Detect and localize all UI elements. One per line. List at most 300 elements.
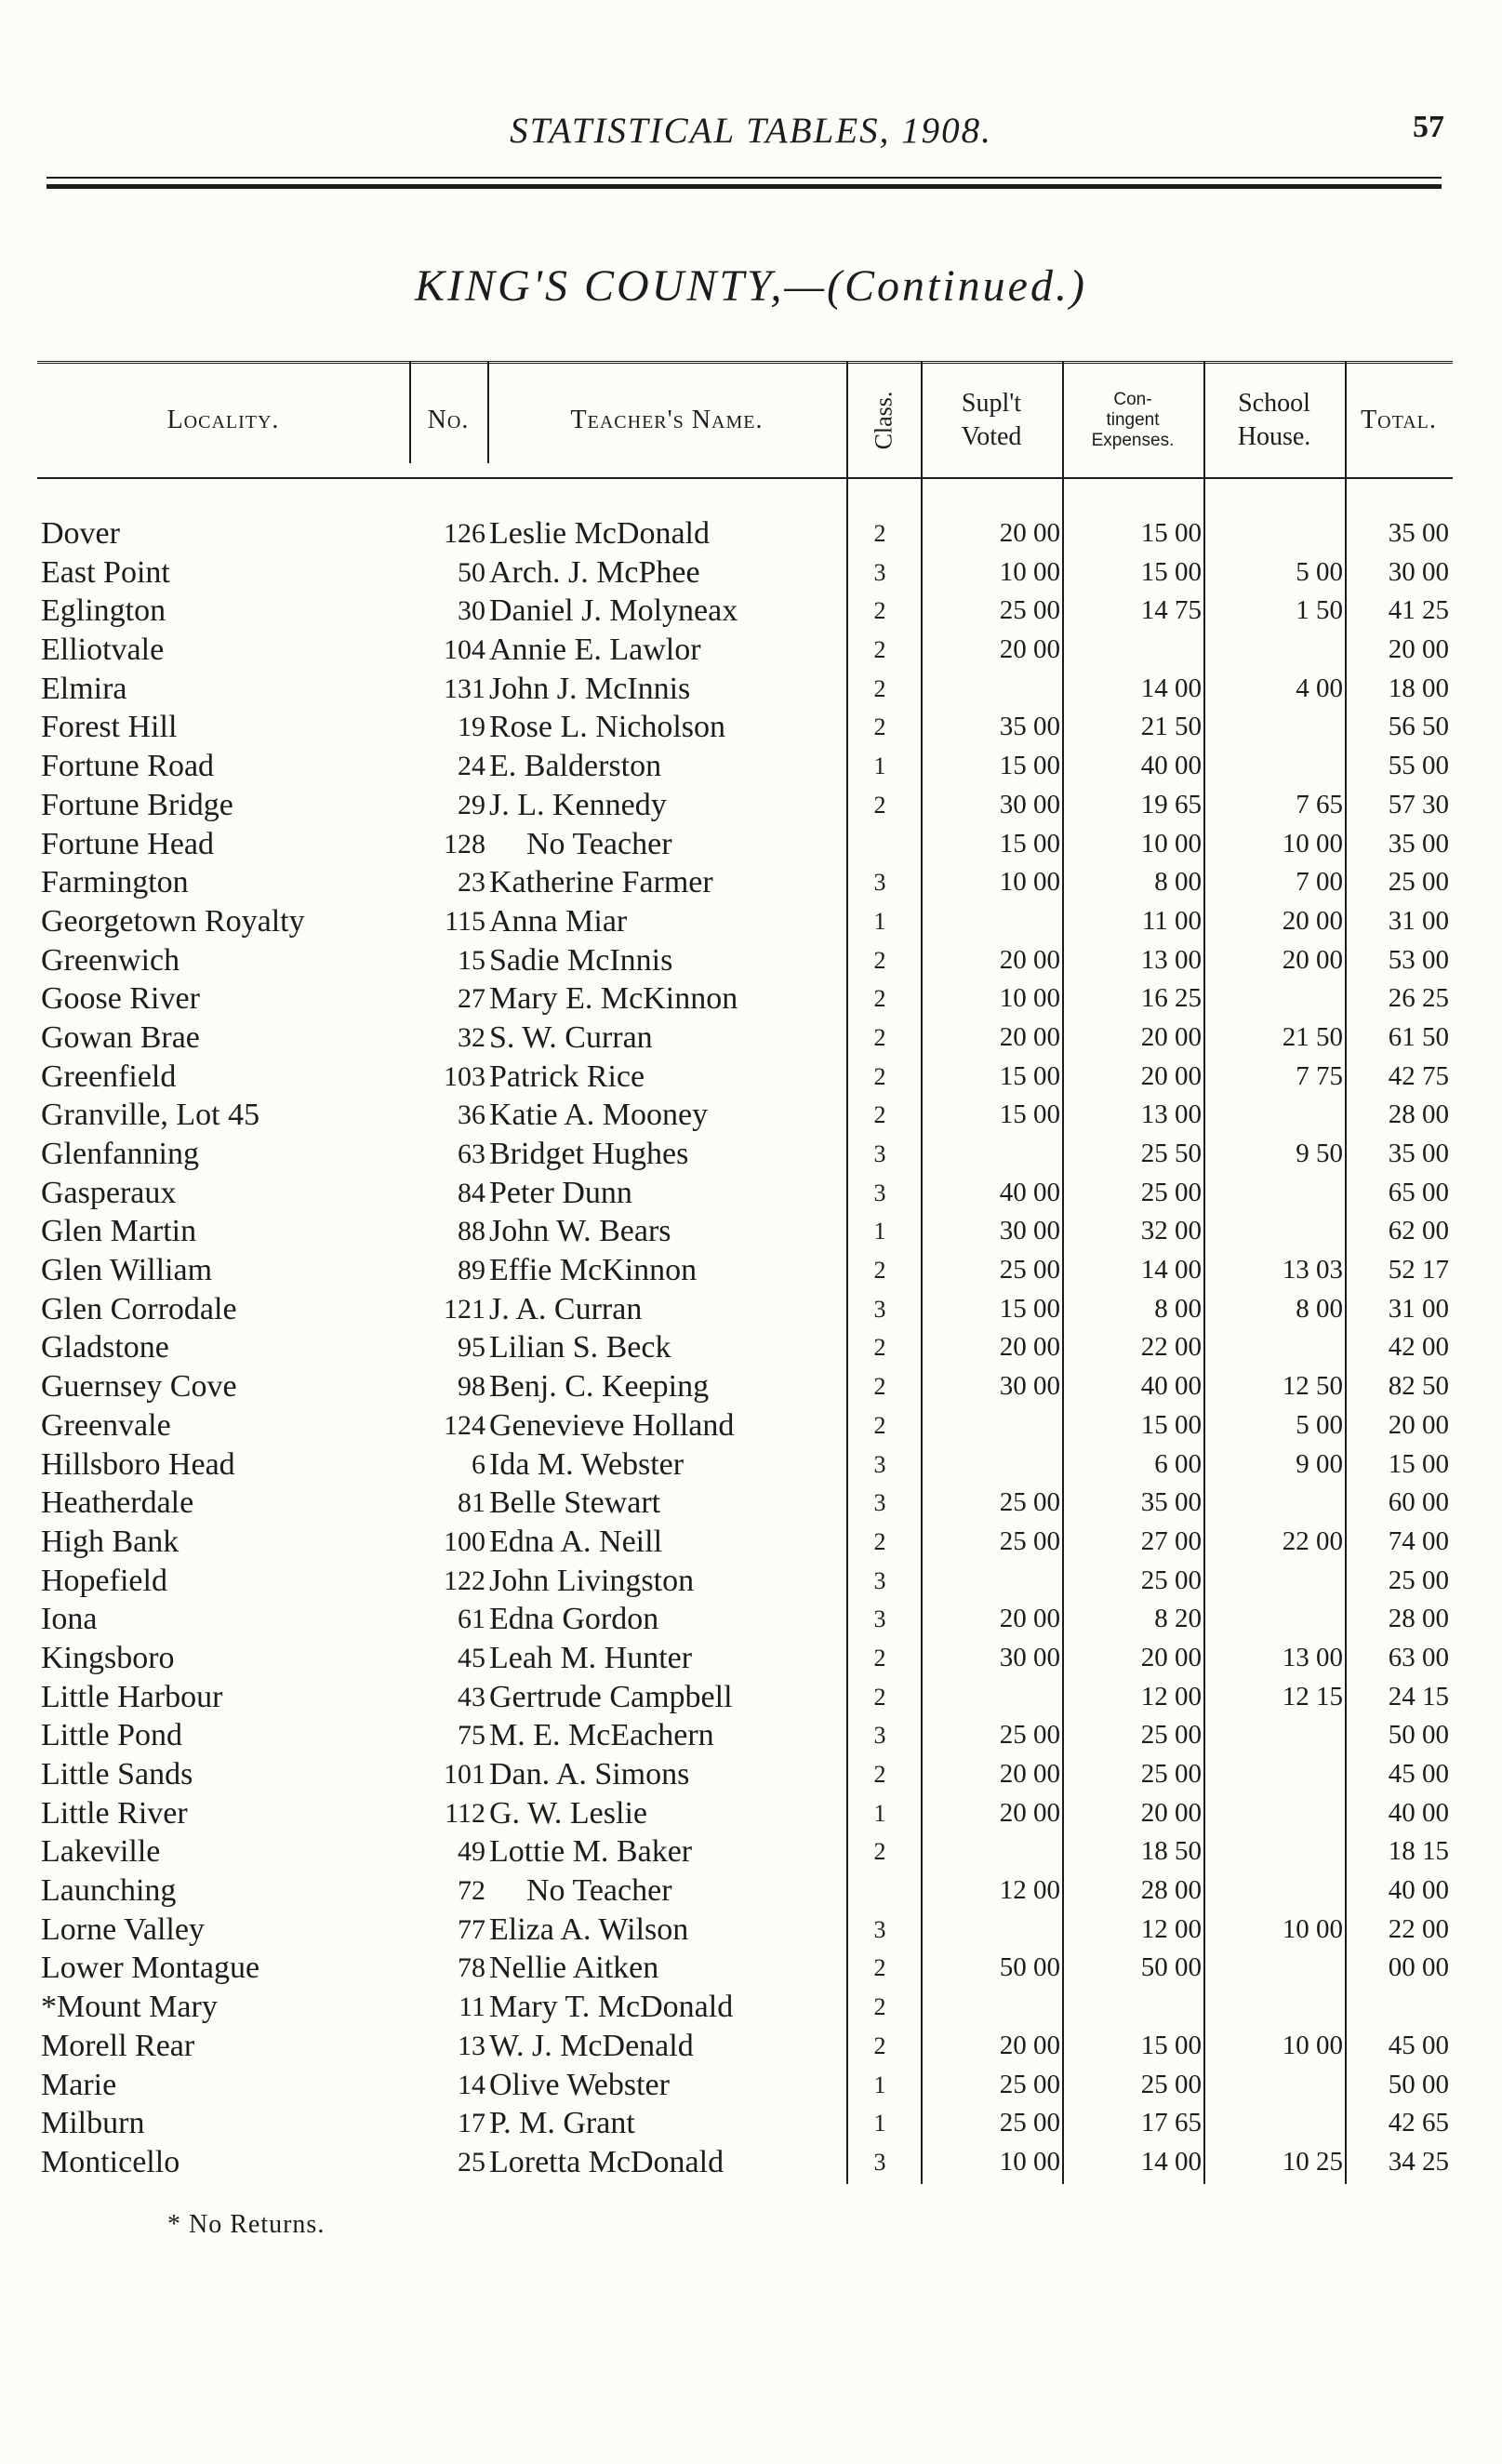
contingent-cell: 15 00 [1140,518,1202,548]
contingent-cell: 25 00 [1140,1565,1202,1595]
teacher-name-cell: Edna A. Neill [489,1524,663,1559]
school-house-cell: 13 03 [1282,1255,1343,1285]
school-house-cell [1205,1174,1343,1213]
total-cell: 24 15 [1388,1681,1449,1711]
school-house-cell: 9 50 [1296,1139,1343,1168]
total-cell: 20 00 [1388,1409,1449,1440]
supl-voted-cell [921,670,1060,709]
contingent-cell: 13 00 [1140,944,1202,975]
locality-cell: Greenwich [41,942,180,978]
table-row [37,1949,1453,1988]
table-row [37,2027,1453,2066]
contingent-cell: 15 00 [1140,1409,1202,1440]
locality-cell: Marie [41,2067,117,2102]
table-row [37,1174,1453,1213]
table-header [37,361,1453,479]
teacher-name-cell: Olive Webster [489,2067,670,2102]
total-cell: 40 00 [1388,1875,1449,1906]
county-title: KING'S COUNTY,—(Continued.) [415,261,1087,311]
contingent-cell: 12 00 [1140,1681,1202,1711]
school-number-cell: 14 [458,2069,485,2100]
school-number-cell: 29 [458,789,485,820]
table-row [37,863,1453,902]
teacher-name-cell: Genevieve Holland [489,1407,735,1443]
school-house-cell [1205,1212,1343,1251]
locality-cell: Dover [41,516,120,551]
total-cell: 53 00 [1388,944,1449,975]
table-row [37,941,1453,980]
locality-cell: Granville, Lot 45 [41,1098,260,1133]
supl-voted-cell: 30 00 [999,1642,1060,1672]
total-cell: 60 00 [1388,1487,1449,1518]
page-number: 57 [1413,110,1444,144]
school-number-cell: 112 [445,1797,485,1829]
school-number-cell: 32 [458,1021,485,1053]
teacher-name-cell: Eliza A. Wilson [489,1911,689,1947]
class-cell: 1 [873,753,886,780]
table-row [37,747,1453,786]
teacher-name-cell: Dan. A. Simons [489,1757,690,1791]
header-cont-line3: Expenses. [1091,431,1175,450]
school-number-cell: 23 [458,867,485,899]
school-house-cell [1205,1949,1343,1988]
contingent-cell: 16 25 [1140,983,1202,1014]
school-number-cell: 84 [458,1177,485,1208]
school-number-cell: 128 [444,828,485,859]
contingent-cell: 20 00 [1140,1021,1202,1052]
contingent-cell: 11 00 [1141,905,1202,936]
total-cell: 20 00 [1388,634,1449,665]
class-cell: 2 [873,597,886,625]
teacher-name-cell: Mary T. McDonald [489,1990,734,2025]
contingent-cell: 6 00 [1154,1448,1202,1479]
teacher-name-cell: Lottie M. Baker [489,1834,693,1870]
supl-voted-cell [921,902,1060,941]
table-row [37,2104,1453,2143]
table-row [37,902,1453,941]
school-house-cell [1205,708,1343,747]
school-number-cell: 45 [458,1642,485,1673]
class-cell: 2 [873,1527,886,1555]
class-cell: 2 [873,1683,886,1711]
class-cell: 3 [873,1450,886,1478]
teacher-name-cell: E. Balderston [489,749,662,784]
footnote: * No Returns. [167,2210,326,2239]
total-cell: 22 00 [1388,1913,1449,1944]
class-cell: 3 [873,1140,886,1167]
locality-cell: Fortune Head [41,826,215,861]
contingent-cell: 20 00 [1140,1060,1202,1091]
contingent-cell: 21 50 [1140,712,1202,742]
class-cell: 2 [873,1644,886,1672]
locality-cell: Elmira [41,671,127,706]
school-house-cell: 7 00 [1296,867,1343,898]
teacher-name-cell: John Livingston [489,1563,695,1598]
total-cell: 56 50 [1388,712,1449,742]
teacher-name-cell: Sadie McInnis [489,942,673,978]
contingent-cell: 25 00 [1140,1177,1202,1207]
class-cell: 2 [873,1954,886,1982]
teacher-name-cell: No Teacher [526,826,672,861]
school-number-cell: 43 [458,1681,485,1712]
total-cell: 57 30 [1388,789,1449,819]
total-cell: 00 00 [1388,1952,1449,1983]
supl-voted-cell [921,1445,1060,1485]
school-house-cell: 5 00 [1296,556,1343,587]
school-number-cell: 6 [472,1448,485,1480]
school-number-cell: 49 [458,1836,485,1868]
contingent-cell: 18 50 [1140,1836,1202,1867]
teacher-name-cell: Loretta McDonald [489,2144,724,2179]
class-cell: 2 [873,1373,886,1401]
supl-voted-cell: 30 00 [999,1216,1060,1246]
contingent-cell: 17 65 [1140,2108,1202,2138]
school-number-cell: 61 [458,1604,485,1635]
locality-cell: Lakeville [41,1834,161,1870]
contingent-cell: 14 00 [1140,1255,1202,1285]
contingent-cell [1064,631,1202,670]
total-cell: 40 00 [1388,1797,1449,1828]
contingent-cell: 15 00 [1140,556,1202,587]
total-cell: 35 00 [1388,1139,1449,1168]
supl-voted-cell: 20 00 [999,1797,1060,1828]
school-number-cell: 88 [458,1216,485,1247]
locality-cell: Glen Corrodale [41,1291,237,1326]
class-cell: 3 [873,869,886,897]
locality-cell: Iona [41,1602,98,1637]
class-cell: 3 [873,1295,886,1323]
school-number-cell: 13 [458,2030,485,2061]
school-number-cell: 101 [444,1759,485,1790]
teacher-name-cell: Ida M. Webster [489,1446,685,1482]
contingent-cell: 13 00 [1140,1099,1202,1130]
header-house-line1: School [1238,389,1310,418]
class-cell: 1 [873,2110,886,2138]
header-total: Total. [1361,406,1437,434]
locality-cell: Glen William [41,1253,213,1288]
school-house-cell [1205,1794,1343,1833]
contingent-cell: 8 20 [1154,1604,1202,1634]
table-row [37,1562,1453,1601]
table-row [37,979,1453,1019]
locality-cell: Greenfield [41,1059,177,1094]
table-row [37,786,1453,825]
locality-cell: Little Pond [41,1718,183,1753]
total-cell: 74 00 [1388,1525,1449,1556]
table-row [37,1290,1453,1329]
page-header [0,110,1502,166]
locality-cell: Little Harbour [41,1679,223,1714]
locality-cell: Elliotvale [41,633,165,668]
locality-cell: *Mount Mary [41,1990,218,2025]
table-row [37,1678,1453,1717]
contingent-cell [1064,1988,1202,2027]
table-row [37,1019,1453,1058]
total-cell: 18 15 [1388,1836,1449,1867]
header-rule-thick [47,184,1442,189]
table-row [37,708,1453,747]
contingent-cell: 27 00 [1140,1525,1202,1556]
contingent-cell: 19 65 [1140,789,1202,819]
locality-cell: Gladstone [41,1330,169,1365]
school-house-cell [1205,1755,1343,1794]
class-cell: 2 [873,1411,886,1439]
contingent-cell: 28 00 [1140,1875,1202,1906]
school-number-cell: 36 [458,1099,485,1131]
header-school-house [1203,364,1345,477]
supl-voted-cell: 25 00 [999,1525,1060,1556]
supl-voted-cell: 30 00 [999,789,1060,819]
school-number-cell: 30 [458,595,485,627]
header-locality: Locality. [166,406,280,434]
total-cell: 25 00 [1388,1565,1449,1595]
teacher-name-cell: Bridget Hughes [489,1137,689,1171]
contingent-cell: 8 00 [1154,1293,1202,1324]
school-number-cell: 95 [458,1332,485,1364]
contingent-cell: 22 00 [1140,1332,1202,1363]
school-number-cell: 15 [458,944,485,976]
locality-cell: Greenvale [41,1407,171,1443]
supl-voted-cell: 25 00 [999,595,1060,626]
class-cell: 2 [873,1993,886,2021]
supl-voted-cell: 20 00 [999,2030,1060,2060]
teacher-name-cell: Daniel J. Molyneax [489,593,738,629]
contingent-cell: 20 00 [1140,1642,1202,1672]
contingent-cell: 25 00 [1140,1759,1202,1789]
total-cell: 26 25 [1388,983,1449,1014]
supl-voted-cell: 15 00 [999,751,1060,781]
table-row [37,1484,1453,1523]
contingent-cell: 14 00 [1140,2146,1202,2177]
class-cell: 3 [873,1489,886,1517]
school-number-cell: 124 [444,1409,485,1441]
school-house-cell: 10 00 [1282,2030,1343,2060]
class-cell: 3 [873,1566,886,1594]
teacher-name-cell: Gertrude Campbell [489,1679,733,1714]
school-number-cell: 19 [458,712,485,743]
class-cell: 1 [873,907,886,935]
class-cell [843,1871,917,1911]
header-no: No. [427,406,470,434]
locality-cell: Glen Martin [41,1214,197,1249]
header-supl-line1: Supl't [961,389,1022,418]
locality-cell: Gasperaux [41,1175,177,1210]
total-cell: 41 25 [1388,595,1449,626]
header-contingent [1062,364,1203,477]
class-cell: 1 [873,1218,886,1245]
total-cell: 42 65 [1388,2108,1449,2138]
locality-cell: Monticello [41,2144,180,2179]
total-cell: 28 00 [1388,1099,1449,1130]
locality-cell: East Point [41,554,170,590]
teacher-name-cell: G. W. Leslie [489,1795,647,1831]
teacher-name-cell: Edna Gordon [489,1602,659,1637]
table-row [37,1328,1453,1367]
class-cell: 2 [873,674,886,702]
teacher-name-cell: Katie A. Mooney [489,1098,709,1133]
supl-voted-cell: 25 00 [999,2069,1060,2099]
column-divider [487,361,489,463]
school-house-cell [1205,1562,1343,1601]
supl-voted-cell: 15 00 [999,1060,1060,1091]
contingent-cell: 25 00 [1140,1720,1202,1751]
supl-voted-cell: 12 00 [999,1875,1060,1906]
table-row [37,1367,1453,1406]
school-number-cell: 131 [444,673,485,704]
school-number-cell: 122 [444,1565,485,1596]
locality-cell: Guernsey Cove [41,1369,237,1405]
total-cell: 55 00 [1388,751,1449,781]
class-cell: 3 [873,1915,886,1943]
table-row [37,670,1453,709]
table-row [37,1988,1453,2027]
teacher-name-cell: No Teacher [526,1873,672,1909]
teacher-name-cell: Belle Stewart [489,1485,661,1521]
table-row [37,514,1453,553]
teacher-name-cell: Katherine Farmer [489,865,713,900]
locality-cell: Forest Hill [41,710,178,745]
class-cell: 2 [873,1101,886,1129]
table-row [37,631,1453,670]
class-cell: 2 [873,1257,886,1285]
table-row [37,1871,1453,1911]
table-row [37,825,1453,864]
class-cell: 3 [873,558,886,586]
page-title: STATISTICAL TABLES, 1908. [510,111,992,151]
locality-cell: Fortune Bridge [41,787,233,822]
school-house-cell [1205,2104,1343,2143]
class-cell: 3 [873,1722,886,1750]
teacher-name-cell: Anna Miar [489,903,628,939]
total-cell: 45 00 [1388,2030,1449,2060]
total-cell: 45 00 [1388,1759,1449,1789]
contingent-cell: 15 00 [1140,2030,1202,2060]
school-number-cell: 100 [444,1525,485,1557]
contingent-cell: 32 00 [1140,1216,1202,1246]
supl-voted-cell [921,1135,1060,1174]
school-number-cell: 115 [445,905,485,937]
header-cont-line1: Con- [1113,390,1152,409]
table-row [37,1212,1453,1251]
class-cell: 2 [873,1838,886,1866]
school-house-cell [1205,631,1343,670]
teacher-name-cell: John W. Bears [489,1214,671,1249]
contingent-cell: 14 75 [1140,595,1202,626]
locality-cell: Farmington [41,865,189,900]
school-house-cell: 4 00 [1296,673,1343,703]
school-number-cell: 75 [458,1720,485,1751]
total-cell: 15 00 [1388,1448,1449,1479]
supl-voted-cell: 20 00 [999,1759,1060,1789]
teacher-name-cell: Mary E. McKinnon [489,981,738,1017]
total-cell: 30 00 [1388,556,1449,587]
table-row [37,1600,1453,1639]
supl-voted-cell [921,1406,1060,1445]
locality-cell: Morell Rear [41,2028,195,2063]
locality-cell: Little River [41,1795,188,1831]
total-cell: 63 00 [1388,1642,1449,1672]
locality-cell: Little Sands [41,1757,193,1791]
contingent-cell: 25 50 [1140,1139,1202,1168]
class-cell: 2 [873,1062,886,1090]
table-row [37,1058,1453,1097]
supl-voted-cell: 40 00 [999,1177,1060,1207]
school-number-cell: 98 [458,1371,485,1403]
supl-voted-cell: 25 00 [999,2108,1060,2138]
table-row [37,1523,1453,1562]
teacher-name-cell: Rose L. Nicholson [489,710,726,745]
teacher-name-cell: Peter Dunn [489,1175,632,1210]
supl-voted-cell [921,1678,1060,1717]
supl-voted-cell: 20 00 [999,1604,1060,1634]
school-house-cell [1205,1096,1343,1135]
school-house-cell [1205,1600,1343,1639]
header-teacher: Teacher's Name. [570,406,764,434]
teacher-name-cell: Patrick Rice [489,1059,645,1094]
school-house-cell [1205,1988,1343,2027]
school-house-cell [1205,1328,1343,1367]
table-row [37,1096,1453,1135]
locality-cell: Lorne Valley [41,1911,205,1947]
supl-voted-cell: 20 00 [999,944,1060,975]
class-cell [843,825,917,864]
table-row [37,1832,1453,1871]
class-cell: 2 [873,985,886,1013]
contingent-cell: 10 00 [1140,828,1202,859]
teacher-name-cell: Arch. J. McPhee [489,554,700,590]
table-row [37,1794,1453,1833]
school-number-cell: 25 [458,2146,485,2178]
teacher-name-cell: J. L. Kennedy [489,787,667,822]
header-cont-line2: tingent [1106,410,1160,430]
supl-voted-cell: 10 00 [999,983,1060,1014]
school-house-cell: 12 15 [1282,1681,1343,1711]
table-body [37,514,1453,2182]
table-row [37,1755,1453,1794]
contingent-cell: 40 00 [1140,751,1202,781]
teacher-name-cell: J. A. Curran [489,1291,643,1326]
total-cell: 82 50 [1388,1371,1449,1402]
table-row [37,1135,1453,1174]
table-row [37,1406,1453,1445]
school-house-cell: 20 00 [1282,905,1343,936]
locality-cell: Lower Montague [41,1951,260,1986]
statistics-table [37,361,1453,2182]
supl-voted-cell: 10 00 [999,2146,1060,2177]
teacher-name-cell: Nellie Aitken [489,1951,659,1986]
table-row [37,592,1453,631]
school-number-cell: 121 [444,1293,485,1325]
supl-voted-cell [921,1562,1060,1601]
school-house-cell: 10 25 [1282,2146,1343,2177]
contingent-cell: 35 00 [1140,1487,1202,1518]
school-house-cell [1205,1716,1343,1755]
supl-voted-cell: 15 00 [999,1099,1060,1130]
locality-cell: Glenfanning [41,1137,199,1171]
total-cell: 65 00 [1388,1177,1449,1207]
contingent-cell: 14 00 [1140,673,1202,703]
school-house-cell: 10 00 [1282,828,1343,859]
total-cell: 25 00 [1388,867,1449,898]
total-cell: 52 17 [1388,1255,1449,1285]
contingent-cell: 40 00 [1140,1371,1202,1402]
total-cell: 18 00 [1388,673,1449,703]
school-number-cell: 81 [458,1487,485,1519]
teacher-name-cell: M. E. McEachern [489,1718,714,1753]
supl-voted-cell: 25 00 [999,1720,1060,1751]
locality-cell: Goose River [41,981,200,1017]
supl-voted-cell: 25 00 [999,1487,1060,1518]
